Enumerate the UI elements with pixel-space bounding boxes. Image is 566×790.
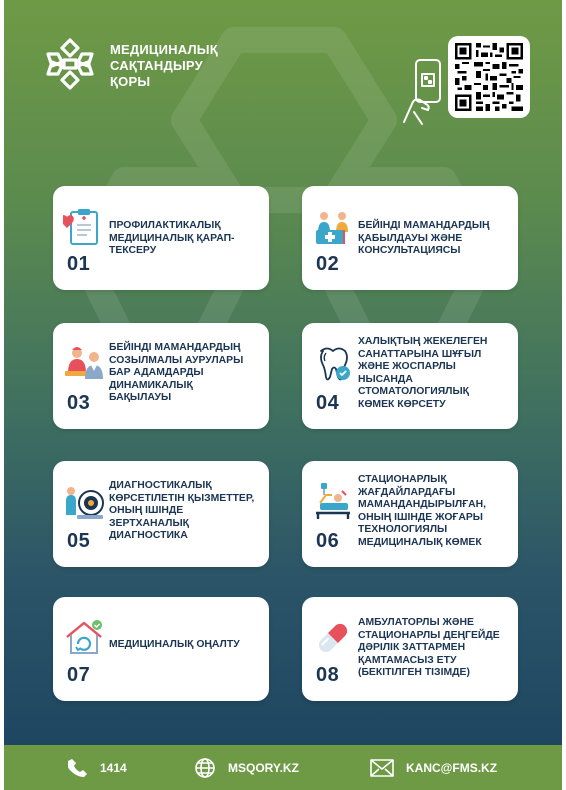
service-card-07	[53, 597, 269, 701]
service-card-number: 04	[316, 392, 340, 414]
fund-logo-icon	[42, 36, 98, 92]
tooth-icon	[312, 343, 354, 385]
service-card-title-line: ЗЕРТХАНАЛЫҚ	[109, 517, 189, 529]
website-url: MSQORY.KZ	[228, 760, 299, 775]
service-card-number: 03	[67, 392, 91, 414]
service-card-title-line: ОНЫҢ ІШІНДЕ ЖОҒАРЫ	[358, 511, 483, 523]
poster-background	[4, 0, 562, 745]
doctor-consultation-icon	[312, 206, 354, 248]
service-card-title-line: ҚАМТАМАСЫЗ ЕТУ	[358, 654, 457, 666]
service-card-title-line: ДИАГНОСТИКА	[109, 530, 188, 542]
diagnostic-scanner-icon	[63, 481, 105, 523]
email-link[interactable]	[370, 745, 497, 790]
service-card-title-line: ТЕХНОЛОГИЯЛЫ	[358, 524, 448, 536]
service-card-title-line: АМБУЛАТОРЛЫ ЖӘНЕ	[358, 617, 474, 628]
service-card-title-line: ТЕКСЕРУ	[109, 245, 157, 257]
service-card-title-line: СОЗЫЛМАЛЫ АУРУЛАРЫ	[109, 354, 244, 366]
service-card-title-line: БЕЙІНДІ МАМАНДАРДЫҢ	[358, 220, 490, 231]
fund-name-line: МЕДИЦИНАЛЫҚ	[110, 42, 218, 57]
service-card-04	[302, 323, 518, 429]
service-card-title-line: МЕДИЦИНАЛЫҚ ҚАРАП-	[109, 232, 235, 244]
service-card-title-line: КӨРСЕТІЛЕТІН ҚЫЗМЕТТЕР,	[109, 492, 255, 504]
fund-name	[110, 42, 218, 90]
globe-icon	[194, 757, 216, 779]
service-card-03	[53, 323, 269, 429]
pill-capsule-icon	[312, 617, 354, 659]
service-card-title	[109, 220, 261, 258]
service-card-title-line: БАР АДАМДАРДЫ	[109, 367, 204, 379]
phone-icon	[68, 758, 88, 778]
service-card-title-line: КӨМЕК КӨРСЕТУ	[358, 398, 446, 410]
service-card-title-line: МЕДИЦИНАЛЫҚ КӨМЕК	[358, 536, 482, 548]
service-card-title-line: СТАЦИОНАРЛЫҚ	[358, 474, 447, 485]
service-card-title-line: БАҚЫЛАУЫ	[109, 392, 172, 404]
service-card-06	[302, 461, 518, 567]
service-card-title-line: СТОМАТОЛОГИЯЛЫҚ	[358, 386, 469, 398]
service-card-number: 08	[316, 664, 340, 686]
service-card-number: 02	[316, 253, 340, 275]
service-card-number: 06	[316, 530, 340, 552]
service-card-title-line: ДИАГНОСТИКАЛЫҚ	[109, 480, 212, 491]
phone-scan-icon	[400, 56, 452, 126]
service-card-title	[358, 617, 510, 680]
service-card-title-line: ОНЫҢ ІШІНДЕ	[109, 505, 184, 517]
service-card-title-line: ХАЛЫҚТЫҢ ЖЕКЕЛЕГЕН	[358, 336, 488, 347]
service-card-title-line: ЖӘНЕ ЖОСПАРЛЫ	[358, 361, 456, 373]
hospital-bed-icon	[312, 481, 354, 523]
service-card-title-line: ПРОФИЛАКТИКАЛЫҚ	[109, 220, 221, 231]
fund-name-line: САҚТАНДЫРУ	[110, 58, 203, 73]
rehabilitation-house-icon	[63, 617, 105, 659]
service-card-title-line: КОНСУЛЬТАЦИЯСЫ	[358, 245, 461, 257]
email-address: KANC@FMS.KZ	[406, 760, 498, 775]
contact-footer	[4, 745, 562, 790]
clipboard-icon	[63, 206, 105, 248]
service-card-title-line: БЕЙІНДІ МАМАНДАРДЫҢ	[109, 342, 241, 353]
qr-code-icon	[455, 43, 523, 111]
phone-number: 1414	[100, 760, 127, 775]
service-card-title-line: САНАТТАРЫНА ШҰҒЫЛ	[358, 348, 482, 360]
service-card-title	[109, 639, 261, 652]
doctor-patient-icon	[63, 343, 105, 385]
service-card-title-line: НЫСАНДА	[358, 373, 413, 385]
service-card-title-line: (БЕКІТІЛГЕН ТІЗІМДЕ)	[358, 667, 470, 679]
qr-code[interactable]	[448, 36, 530, 118]
fund-name-line: ҚОРЫ	[110, 74, 151, 89]
envelope-icon	[370, 759, 394, 777]
service-card-title	[358, 336, 510, 412]
service-card-title-line: МАМАНДАНДЫРЫЛҒАН,	[358, 499, 486, 511]
service-card-title-line: ЖАҒДАЙЛАРДАҒЫ	[358, 486, 456, 498]
service-card-title-line: ДӘРІЛІК ЗАТТАРМЕН	[358, 642, 466, 654]
service-card-title-line: СТАЦИОНАРЛЫ ДЕҢГЕЙДЕ	[358, 629, 500, 641]
service-card-number: 01	[67, 253, 91, 275]
website-link[interactable]	[194, 745, 299, 790]
service-card-number: 05	[67, 530, 91, 552]
service-card-title-line: ДИНАМИКАЛЫҚ	[109, 379, 193, 391]
phone-contact[interactable]	[68, 745, 127, 790]
service-card-08	[302, 597, 518, 701]
service-card-number: 07	[67, 664, 91, 686]
service-card-01	[53, 186, 269, 290]
service-card-title	[109, 342, 261, 405]
service-card-title	[358, 220, 510, 258]
service-card-02	[302, 186, 518, 290]
service-card-05	[53, 461, 269, 567]
service-card-title-line: МЕДИЦИНАЛЫҚ ОҢАЛТУ	[109, 639, 240, 650]
service-card-title	[358, 474, 510, 550]
service-card-title-line: ҚАБЫЛДАУЫ ЖӘНЕ	[358, 232, 463, 244]
service-card-title	[109, 480, 261, 543]
